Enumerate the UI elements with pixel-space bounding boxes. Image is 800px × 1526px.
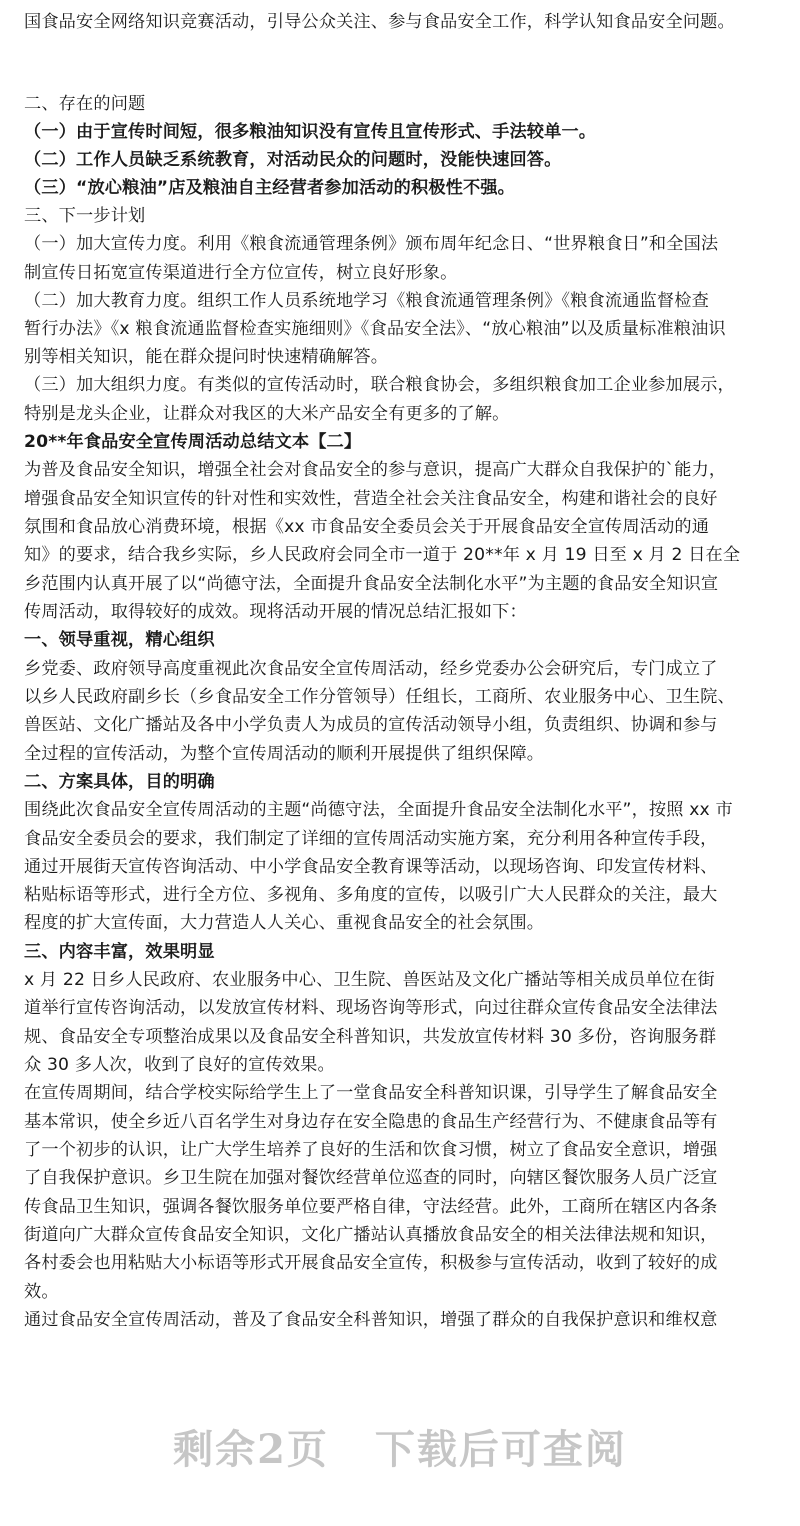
text-line: （一）加大宣传力度。利用《粮食流通管理条例》颁布周年纪念日、“世界粮食日”和全国法 xyxy=(24,234,719,254)
text-line: 氛围和食品放心消费环境，根据《xx 市食品安全委员会关于开展食品安全宣传周活动的通 xyxy=(24,517,710,537)
text-line: 各村委会也用粘贴大小标语等形式开展食品安全宣传，积极参与宣传活动，收到了较好的成 xyxy=(24,1253,718,1273)
text-line: 道举行宣传咨询活动，以发放宣传材料、现场咨询等形式，向过往群众宣传食品安全法律法 xyxy=(24,998,718,1018)
section-heading: 一、领导重视，精心组织 xyxy=(24,630,215,650)
text-line: 知》的要求，结合我乡实际，乡人民政府会同全市一道于 20**年 x 月 19 日至 x 月 2 日在全 xyxy=(24,545,741,565)
remaining-pages-label: 剩余2页 xyxy=(173,1426,329,1473)
text-line: 三、下一步计划 xyxy=(24,206,146,226)
text-line: 暂行办法》《x 粮食流通监督检查实施细则》《食品安全法》、“放心粮油”以及质量标准粮油识 xyxy=(24,319,726,339)
text-line: 传周活动，取得较好的成效。现将活动开展的情况总结汇报如下： xyxy=(24,602,527,622)
section-heading: 三、内容丰富，效果明显 xyxy=(24,942,215,962)
section-heading: （一）由于宣传时间短，很多粮油知识没有宣传且宣传形式、手法较单一。 xyxy=(24,122,597,142)
section-heading: 20**年食品安全宣传周活动总结文本【二】 xyxy=(24,432,362,452)
text-line: 众 30 多人次，收到了良好的宣传效果。 xyxy=(24,1055,335,1075)
section-heading: 二、方案具体，目的明确 xyxy=(24,772,215,792)
section-heading: （三）“放心粮油”店及粮油自主经营者参加活动的积极性不强。 xyxy=(24,178,516,198)
download-to-view-label: 下载后可查阅 xyxy=(374,1426,627,1473)
text-line: x 月 22 日乡人民政府、农业服务中心、卫生院、兽医站及文化广播站等相关成员单位在街 xyxy=(24,970,715,990)
text-line: 特别是龙头企业，让群众对我区的大米产品安全有更多的了解。 xyxy=(24,404,510,424)
text-line: （二）加大教育力度。组织工作人员系统地学习《粮食流通管理条例》《粮食流通监督检查 xyxy=(24,291,709,311)
section-heading: （二）工作人员缺乏系统教育，对活动民众的问题时，没能快速回答。 xyxy=(24,150,562,170)
text-line: 增强食品安全知识宣传的针对性和实效性，营造全社会关注食品安全，构建和谐社会的良好 xyxy=(24,489,718,509)
text-line: 传食品卫生知识，强调各餐饮服务单位要严格自律，守法经营。此外，工商所在辖区内各条 xyxy=(24,1197,718,1217)
text-line: 效。 xyxy=(24,1282,59,1302)
text-line: 粘贴标语等形式，进行全方位、多视角、多角度的宣传，以吸引广大人民群众的关注，最大 xyxy=(24,885,718,905)
text-line: 国食品安全网络知识竞赛活动，引导公众关注、参与食品安全工作，科学认知食品安全问题。 xyxy=(24,12,735,32)
text-line: 通过开展街天宣传咨询活动、中小学食品安全教育课等活动，以现场咨询、印发宣传材料、 xyxy=(24,857,718,877)
text-line: 乡范围内认真开展了以“尚德守法，全面提升食品安全法制化水平”为主题的食品安全知识宣 xyxy=(24,574,719,594)
text-line: 围绕此次食品安全宣传周活动的主题“尚德守法，全面提升食品安全法制化水平”，按照 xx 市 xyxy=(24,800,733,820)
text-line: 制宣传日拓宽宣传渠道进行全方位宣传，树立良好形象。 xyxy=(24,263,458,283)
text-line: 通过食品安全宣传周活动，普及了食品安全科普知识，增强了群众的自我保护意识和维权意 xyxy=(24,1310,718,1330)
text-line: 兽医站、文化广播站及各中小学负责人为成员的宣传活动领导小组，负责组织、协调和参与 xyxy=(24,715,718,735)
text-line: 乡党委、政府领导高度重视此次食品安全宣传周活动，经乡党委办公会研究后，专门成立了 xyxy=(24,659,718,679)
text-line: 二、存在的问题 xyxy=(24,94,146,114)
text-line: 以乡人民政府副乡长（乡食品安全工作分管领导）任组长，工商所、农业服务中心、卫生院、 xyxy=(24,687,735,707)
text-line: 街道向广大群众宣传食品安全知识，文化广播站认真播放食品安全的相关法律法规和知识， xyxy=(24,1225,718,1245)
text-line: 别等相关知识，能在群众提问时快速精确解答。 xyxy=(24,347,389,367)
download-prompt[interactable] xyxy=(0,1418,800,1475)
text-line: 为普及食品安全知识，增强全社会对食品安全的参与意识，提高广大群众自我保护的`能力， xyxy=(24,460,727,480)
text-line: 在宣传周期间，结合学校实际给学生上了一堂食品安全科普知识课，引导学生了解食品安全 xyxy=(24,1083,718,1103)
text-line: 食品安全委员会的要求，我们制定了详细的宣传周活动实施方案，充分利用各种宣传手段， xyxy=(24,829,718,849)
text-line: 规、食品安全专项整治成果以及食品安全科普知识，共发放宣传材料 30 多份，咨询服务群 xyxy=(24,1027,717,1047)
text-line: 了一个初步的认识，让广大学生培养了良好的生活和饮食习惯，树立了食品安全意识，增强 xyxy=(24,1140,718,1160)
text-line: 程度的扩大宣传面，大力营造人人关心、重视食品安全的社会氛围。 xyxy=(24,913,545,933)
text-line: 全过程的宣传活动，为整个宣传周活动的顺利开展提供了组织保障。 xyxy=(24,744,545,764)
text-line: 了自我保护意识。乡卫生院在加强对餐饮经营单位巡查的同时，向辖区餐饮服务人员广泛宣 xyxy=(24,1168,718,1188)
text-line: 基本常识，使全乡近八百名学生对身边存在安全隐患的食品生产经营行为、不健康食品等有 xyxy=(24,1112,718,1132)
text-line: （三）加大组织力度。有类似的宣传活动时，联合粮食协会，多组织粮食加工企业参加展示， xyxy=(24,375,735,395)
